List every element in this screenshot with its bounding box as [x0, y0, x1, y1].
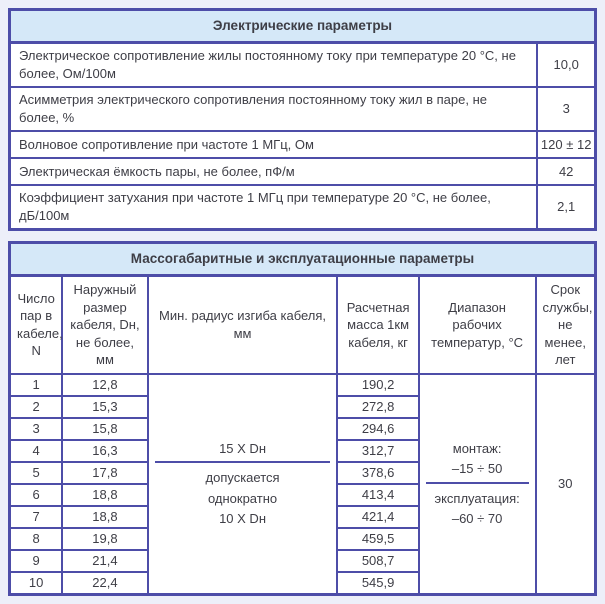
- parameter-value: 3: [537, 87, 595, 131]
- diameter-cell: 15,8: [62, 418, 147, 440]
- electrical-table-title-row: [10, 10, 596, 43]
- mass-cell: 459,5: [337, 528, 418, 550]
- diameter-cell: 22,4: [62, 572, 147, 595]
- electrical-table-title: Электрические параметры: [10, 10, 596, 43]
- table-row: [10, 87, 596, 131]
- bend-radius-main: 15 X Dн: [155, 439, 331, 464]
- mass-cell: 545,9: [337, 572, 418, 595]
- diameter-cell: 16,3: [62, 440, 147, 462]
- mass-cell: 413,4: [337, 484, 418, 506]
- mass-cell: 272,8: [337, 396, 418, 418]
- diameter-cell: 17,8: [62, 462, 147, 484]
- column-header-mass: Расчетная масса 1км кабеля, кг: [337, 276, 418, 374]
- parameter-value: 42: [537, 158, 595, 185]
- table-row: [10, 43, 596, 88]
- bend-radius-note: допускается: [205, 470, 280, 486]
- parameter-label: Асимметрия электрического сопротивления постоянному току жил в паре, не более, %: [10, 87, 538, 131]
- column-header-temperature: Диапазон рабочих температур, °С: [419, 276, 536, 374]
- diameter-cell: 21,4: [62, 550, 147, 572]
- column-header-row: [10, 276, 596, 374]
- parameter-value: 10,0: [537, 43, 595, 88]
- mass-cell: 312,7: [337, 440, 418, 462]
- pairs-count-cell: 8: [10, 528, 63, 550]
- table-row: [10, 158, 596, 185]
- pairs-count-cell: 1: [10, 374, 63, 396]
- pairs-count-cell: 6: [10, 484, 63, 506]
- temperature-mount-range: –15 ÷ 50: [426, 459, 529, 484]
- temperature-mount-label: монтаж:: [452, 440, 502, 456]
- parameter-label: Коэффициент затухания при частоте 1 МГц при температуре 20 °С, не более, дБ/100м: [10, 185, 538, 230]
- diameter-cell: 18,8: [62, 484, 147, 506]
- pairs-count-cell: 5: [10, 462, 63, 484]
- diameter-cell: 15,3: [62, 396, 147, 418]
- column-header-bend-radius: Мин. радиус изгиба кабеля, мм: [148, 276, 338, 374]
- parameter-label: Электрическое сопротивление жилы постоянному току при температуре 20 °С, не более, Ом/100м: [10, 43, 538, 88]
- bend-radius-note: 10 X Dн: [219, 511, 266, 527]
- service-life-cell: 30: [536, 374, 596, 595]
- pairs-count-cell: 2: [10, 396, 63, 418]
- column-header-service-life: Срок службы, не менее, лет: [536, 276, 596, 374]
- temperature-range-cell: [419, 374, 536, 595]
- bend-radius-note: однократно: [207, 490, 278, 506]
- diameter-cell: 18,8: [62, 506, 147, 528]
- diameter-cell: 12,8: [62, 374, 147, 396]
- temperature-operation-range: –60 ÷ 70: [451, 511, 503, 527]
- temperature-operation-label: эксплуатация:: [434, 490, 520, 506]
- mass-cell: 190,2: [337, 374, 418, 396]
- parameter-value: 120 ± 12: [537, 131, 595, 158]
- mass-cell: 378,6: [337, 462, 418, 484]
- bend-radius-cell: [148, 374, 338, 595]
- mass-table-title: Массогабаритные и эксплуатационные параметры: [10, 243, 596, 276]
- column-header-diameter: Наружный размер кабеля, Dн, не более, мм: [62, 276, 147, 374]
- parameter-value: 2,1: [537, 185, 595, 230]
- pairs-count-cell: 9: [10, 550, 63, 572]
- electrical-parameters-table: [8, 8, 597, 231]
- mass-cell: 294,6: [337, 418, 418, 440]
- mass-table-title-row: [10, 243, 596, 276]
- pairs-count-cell: 4: [10, 440, 63, 462]
- mass-cell: 421,4: [337, 506, 418, 528]
- diameter-cell: 19,8: [62, 528, 147, 550]
- pairs-count-cell: 7: [10, 506, 63, 528]
- pairs-count-cell: 10: [10, 572, 63, 595]
- table-row: [10, 131, 596, 158]
- table-row: [10, 185, 596, 230]
- mass-cell: 508,7: [337, 550, 418, 572]
- parameter-label: Электрическая ёмкость пары, не более, пФ/м: [10, 158, 538, 185]
- mass-parameters-table: [8, 241, 597, 596]
- pairs-count-cell: 3: [10, 418, 63, 440]
- parameter-label: Волновое сопротивление при частоте 1 МГц, Ом: [10, 131, 538, 158]
- column-header-pairs: Число пар в кабеле, N: [10, 276, 63, 374]
- table-row: [10, 374, 596, 396]
